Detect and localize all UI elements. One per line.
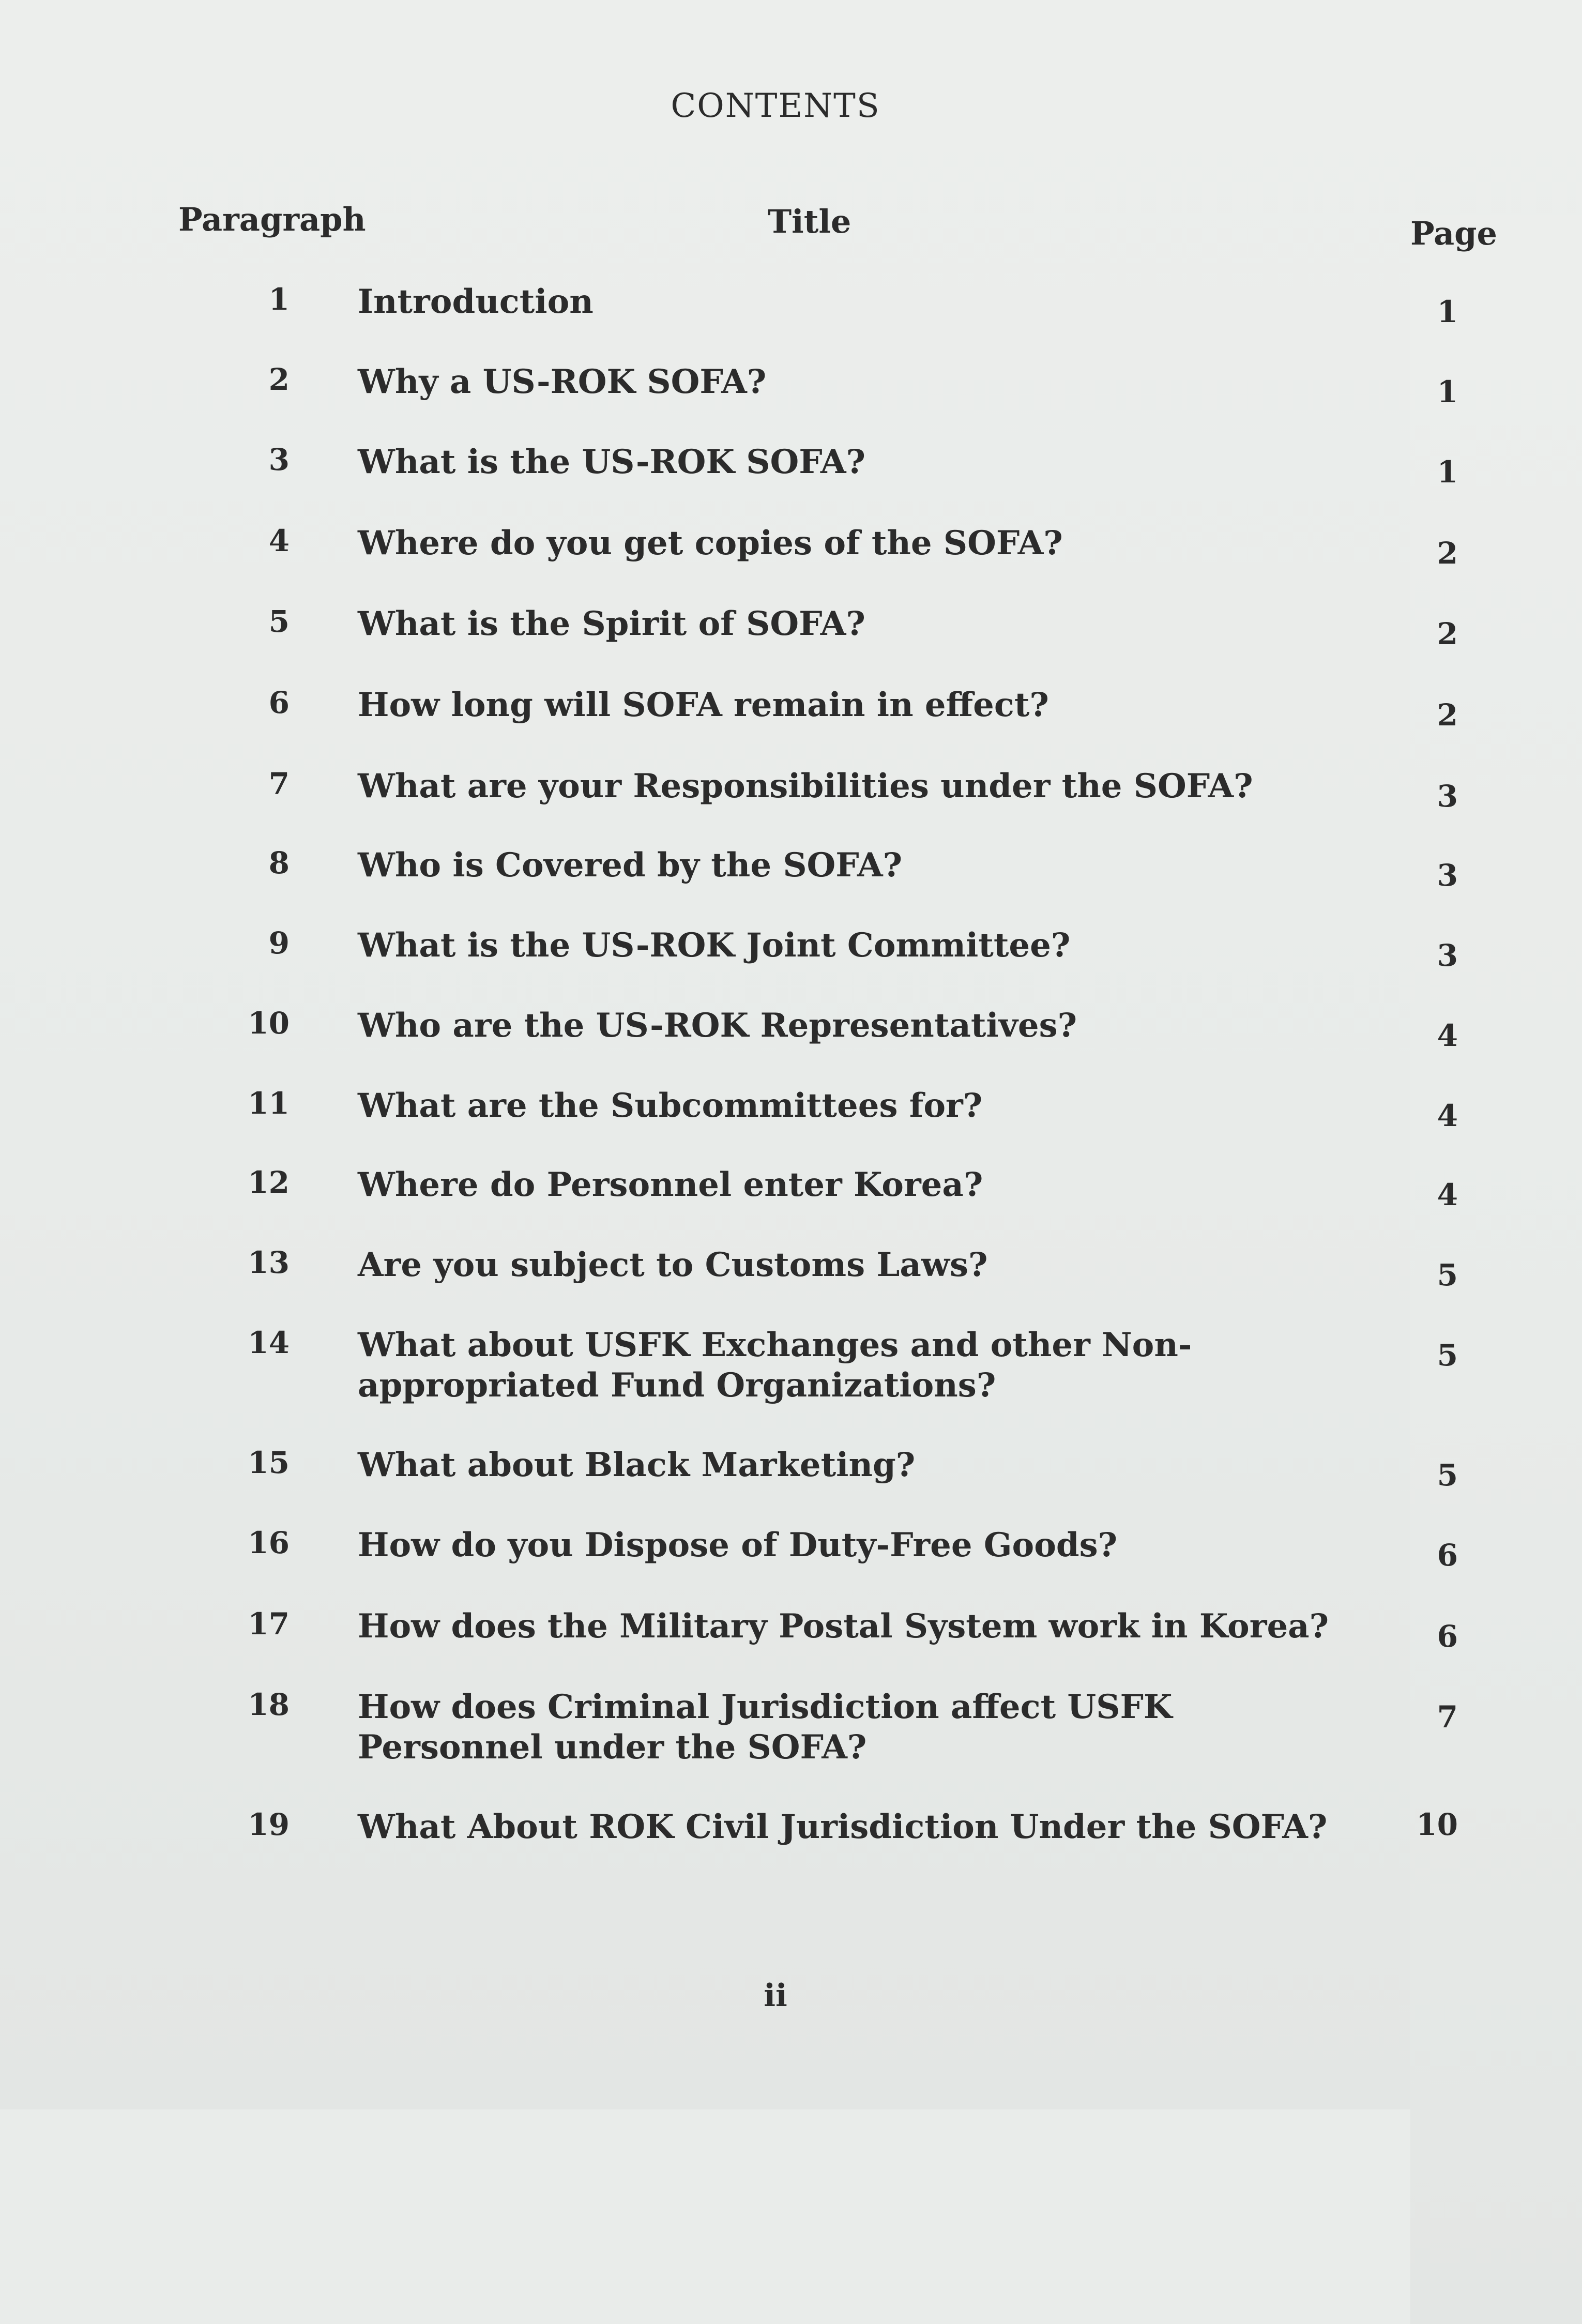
entry-title: What are your Responsibilities under the SOFA? [358, 767, 1253, 806]
paragraph-column-header: Paragraph [178, 201, 366, 238]
toc-entry [0, 523, 1582, 596]
page-number: 1 [1437, 294, 1458, 329]
toc-entry [0, 1245, 1582, 1317]
entry-title: What is the US-ROK Joint Committee? [358, 926, 1071, 965]
entry-title: What is the Spirit of SOFA? [358, 604, 865, 643]
entry-title: Who are the US-ROK Representatives? [358, 1006, 1077, 1045]
page-number: 2 [1437, 536, 1458, 571]
toc-entry [0, 1525, 1582, 1598]
page-number: 7 [1437, 1699, 1458, 1735]
paragraph-number: 5 [268, 604, 290, 639]
paragraph-number: 19 [248, 1807, 290, 1842]
entry-title: Where do you get copies of the SOFA? [358, 524, 1063, 563]
paragraph-number: 3 [268, 442, 290, 477]
toc-entry [0, 1445, 1582, 1517]
contents-heading: CONTENTS [671, 87, 880, 125]
toc-entry [0, 1325, 1582, 1405]
paragraph-number: 17 [248, 1606, 290, 1642]
entry-title: How long will SOFA remain in effect? [358, 686, 1049, 724]
toc-entry [0, 604, 1582, 676]
toc-entry [0, 282, 1582, 354]
page-number: 5 [1437, 1257, 1458, 1293]
entry-title: How do you Dispose of Duty-Free Goods? [358, 1526, 1118, 1564]
entry-title: What About ROK Civil Jurisdiction Under the SOFA? [358, 1807, 1328, 1846]
paragraph-number: 10 [248, 1006, 290, 1041]
paragraph-number: 12 [248, 1165, 290, 1200]
paragraph-number: 7 [268, 766, 290, 801]
toc-entry [0, 1165, 1582, 1237]
page-number: 10 [1416, 1807, 1458, 1842]
toc-entry [0, 766, 1582, 839]
toc-entry [0, 1606, 1582, 1679]
paragraph-number: 16 [248, 1525, 290, 1560]
toc-entry [0, 1086, 1582, 1158]
paragraph-number: 1 [268, 282, 290, 317]
paragraph-number: 14 [248, 1325, 290, 1360]
paragraph-number: 15 [248, 1445, 290, 1480]
toc-entry [0, 1687, 1582, 1767]
page-number: 2 [1437, 616, 1458, 651]
entry-title: Who is Covered by the SOFA? [358, 846, 903, 885]
page-number: 5 [1437, 1338, 1458, 1373]
page-column-header: Page [1410, 215, 1582, 2324]
page-number: 3 [1437, 938, 1458, 973]
page-number: 1 [1437, 374, 1458, 409]
entry-title: Are you subject to Customs Laws? [358, 1245, 988, 1284]
page-number: 4 [1437, 1098, 1458, 1133]
toc-entry [0, 1807, 1582, 1879]
paragraph-number: 8 [268, 845, 290, 880]
page-number: 3 [1437, 779, 1458, 814]
entry-title: What about Black Marketing? [358, 1446, 916, 1484]
entry-title: Where do Personnel enter Korea? [358, 1165, 983, 1204]
paragraph-number: 4 [268, 523, 290, 558]
page-number: 4 [1437, 1177, 1458, 1212]
toc-entry [0, 442, 1582, 514]
paragraph-number: 2 [268, 362, 290, 397]
page-number: 2 [1437, 697, 1458, 733]
entry-title: Introduction [358, 282, 594, 321]
page-number: 6 [1437, 1619, 1458, 1654]
paragraph-number: 13 [248, 1245, 290, 1280]
entry-title: What is the US-ROK SOFA? [358, 443, 866, 481]
toc-entry [0, 845, 1582, 918]
entry-title: What are the Subcommittees for? [358, 1086, 983, 1125]
paragraph-number: 18 [248, 1687, 290, 1722]
toc-entry [0, 362, 1582, 434]
toc-entry [0, 925, 1582, 998]
page-number: 5 [1437, 1457, 1458, 1493]
entry-title: How does the Military Postal System work in Korea? [358, 1607, 1329, 1646]
entry-title: Why a US-ROK SOFA? [358, 362, 767, 401]
page-number: 3 [1437, 858, 1458, 893]
paragraph-number: 6 [268, 685, 290, 720]
toc-entry [0, 685, 1582, 757]
entry-title: What about USFK Exchanges and other Non- appropriated Fund Organizations? [358, 1326, 1192, 1405]
entry-title: How does Criminal Jurisdiction affect USFK Personnel under the SOFA? [358, 1688, 1173, 1767]
page-number: 6 [1437, 1538, 1458, 1573]
page-footer-number: ii [764, 1978, 787, 2014]
paragraph-number: 9 [268, 925, 290, 961]
page-number: 1 [1437, 454, 1458, 490]
paragraph-number: 11 [248, 1086, 290, 1121]
title-column-header: Title [768, 203, 851, 240]
toc-entry [0, 1006, 1582, 1078]
page-number: 4 [1437, 1018, 1458, 1053]
